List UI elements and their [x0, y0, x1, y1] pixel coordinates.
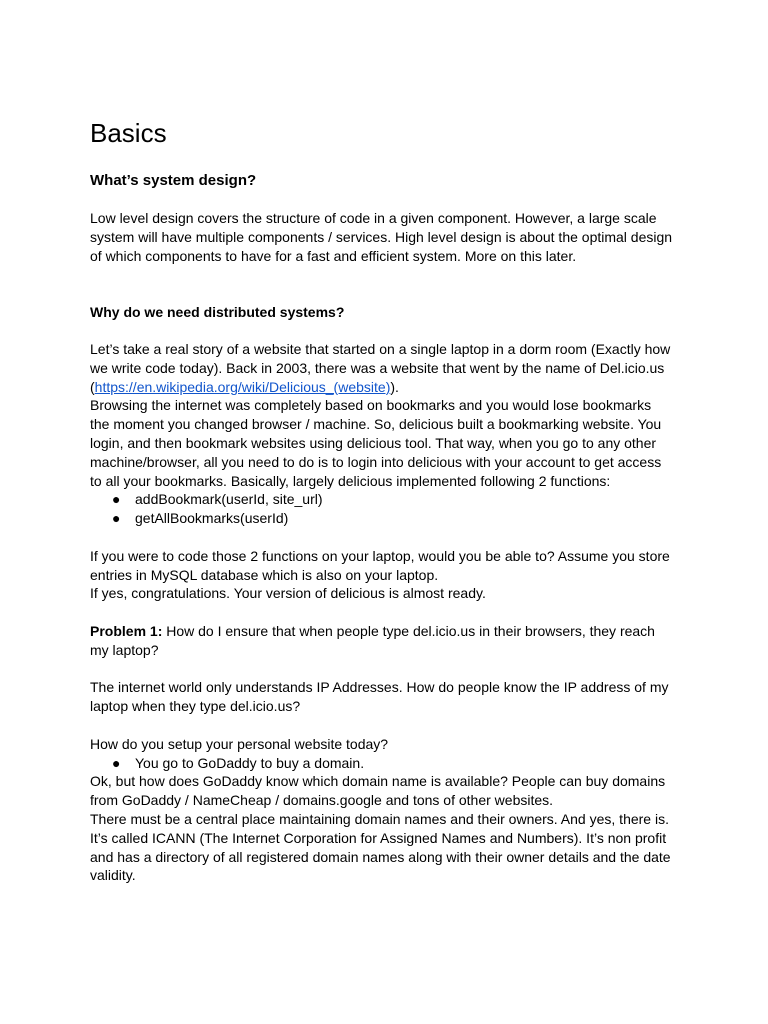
problem-text: How do I ensure that when people type del.icio.us in their browsers, they reach my laptop? — [90, 622, 655, 658]
paragraph-browsing: Browsing the internet was completely based on bookmarks and you would lose bookmarks the moment you changed browser / machine. So, delicious built a bookmarking website. You login, and then bookmark websites using delicious tool. That way, when you go to any other machine/browser, all you need to do is to login into delicious with your account to get access to all your bookmarks. Basically, largely delicious implemented following 2 functions: — [90, 397, 662, 489]
list-item — [90, 509, 674, 528]
paren-close: ). — [390, 378, 399, 395]
wikipedia-link[interactable]: https://en.wikipedia.org/wiki/Delicious_(website) — [94, 378, 391, 395]
function-get-all-bookmarks: getAllBookmarks(userId) — [135, 510, 289, 527]
setup-list — [90, 754, 674, 773]
functions-list — [90, 490, 674, 528]
list-item — [90, 490, 674, 509]
setup-item-godaddy: You go to GoDaddy to buy a domain. — [135, 754, 365, 771]
paren-open: ( — [90, 378, 95, 395]
section-heading-distributed-systems: Why do we need distributed systems? — [90, 303, 345, 320]
document-content — [90, 116, 674, 885]
paragraph-low-level-design: Low level design covers the structure of code in a given component. However, a large scale system will have multiple components / services. High level design is about the optimal design of which components to have for a fast and efficient system. More on this later. — [90, 210, 673, 264]
paragraph-setup-question: How do you setup your personal website today? — [90, 735, 389, 752]
paragraph-congrats: If yes, congratulations. Your version of delicious is almost ready. — [90, 585, 486, 602]
paragraph-icann: There must be a central place maintaining domain names and their owners. And yes, there is. It’s called ICANN (The Internet Corporation for Assigned Names and Numbers). It’s non profit and has a directory of all registered domain names along with their owner details and the date validity. — [90, 810, 671, 884]
list-item — [90, 754, 674, 773]
bullet-icon: ● — [112, 491, 121, 508]
paragraph-problem-1 — [90, 622, 674, 660]
section-heading-system-design: What’s system design? — [90, 172, 257, 189]
document-title: Basics — [90, 118, 167, 148]
paragraph-ip-addresses: The internet world only understands IP Addresses. How do people know the IP address of my laptop when they type del.icio.us? — [90, 679, 669, 715]
paragraph-story-intro — [90, 340, 674, 396]
bullet-icon: ● — [112, 510, 121, 527]
paragraph-code-question: If you were to code those 2 functions on your laptop, would you be able to? Assume you store entries in MySQL database which is also on your laptop. — [90, 547, 670, 583]
function-add-bookmark: addBookmark(userId, site_url) — [135, 491, 323, 508]
bullet-icon: ● — [112, 754, 121, 771]
problem-label: Problem 1: — [90, 622, 163, 639]
story-intro-text: Let’s take a real story of a website that started on a single laptop in a dorm room (Exactly how we write code today). Back in 2003, there was a website that went by the name of Del.icio.us — [90, 340, 671, 376]
paragraph-godaddy: Ok, but how does GoDaddy know which domain name is available? People can buy domains from GoDaddy / NameCheap / domains.google and tons of other websites. — [90, 773, 666, 809]
